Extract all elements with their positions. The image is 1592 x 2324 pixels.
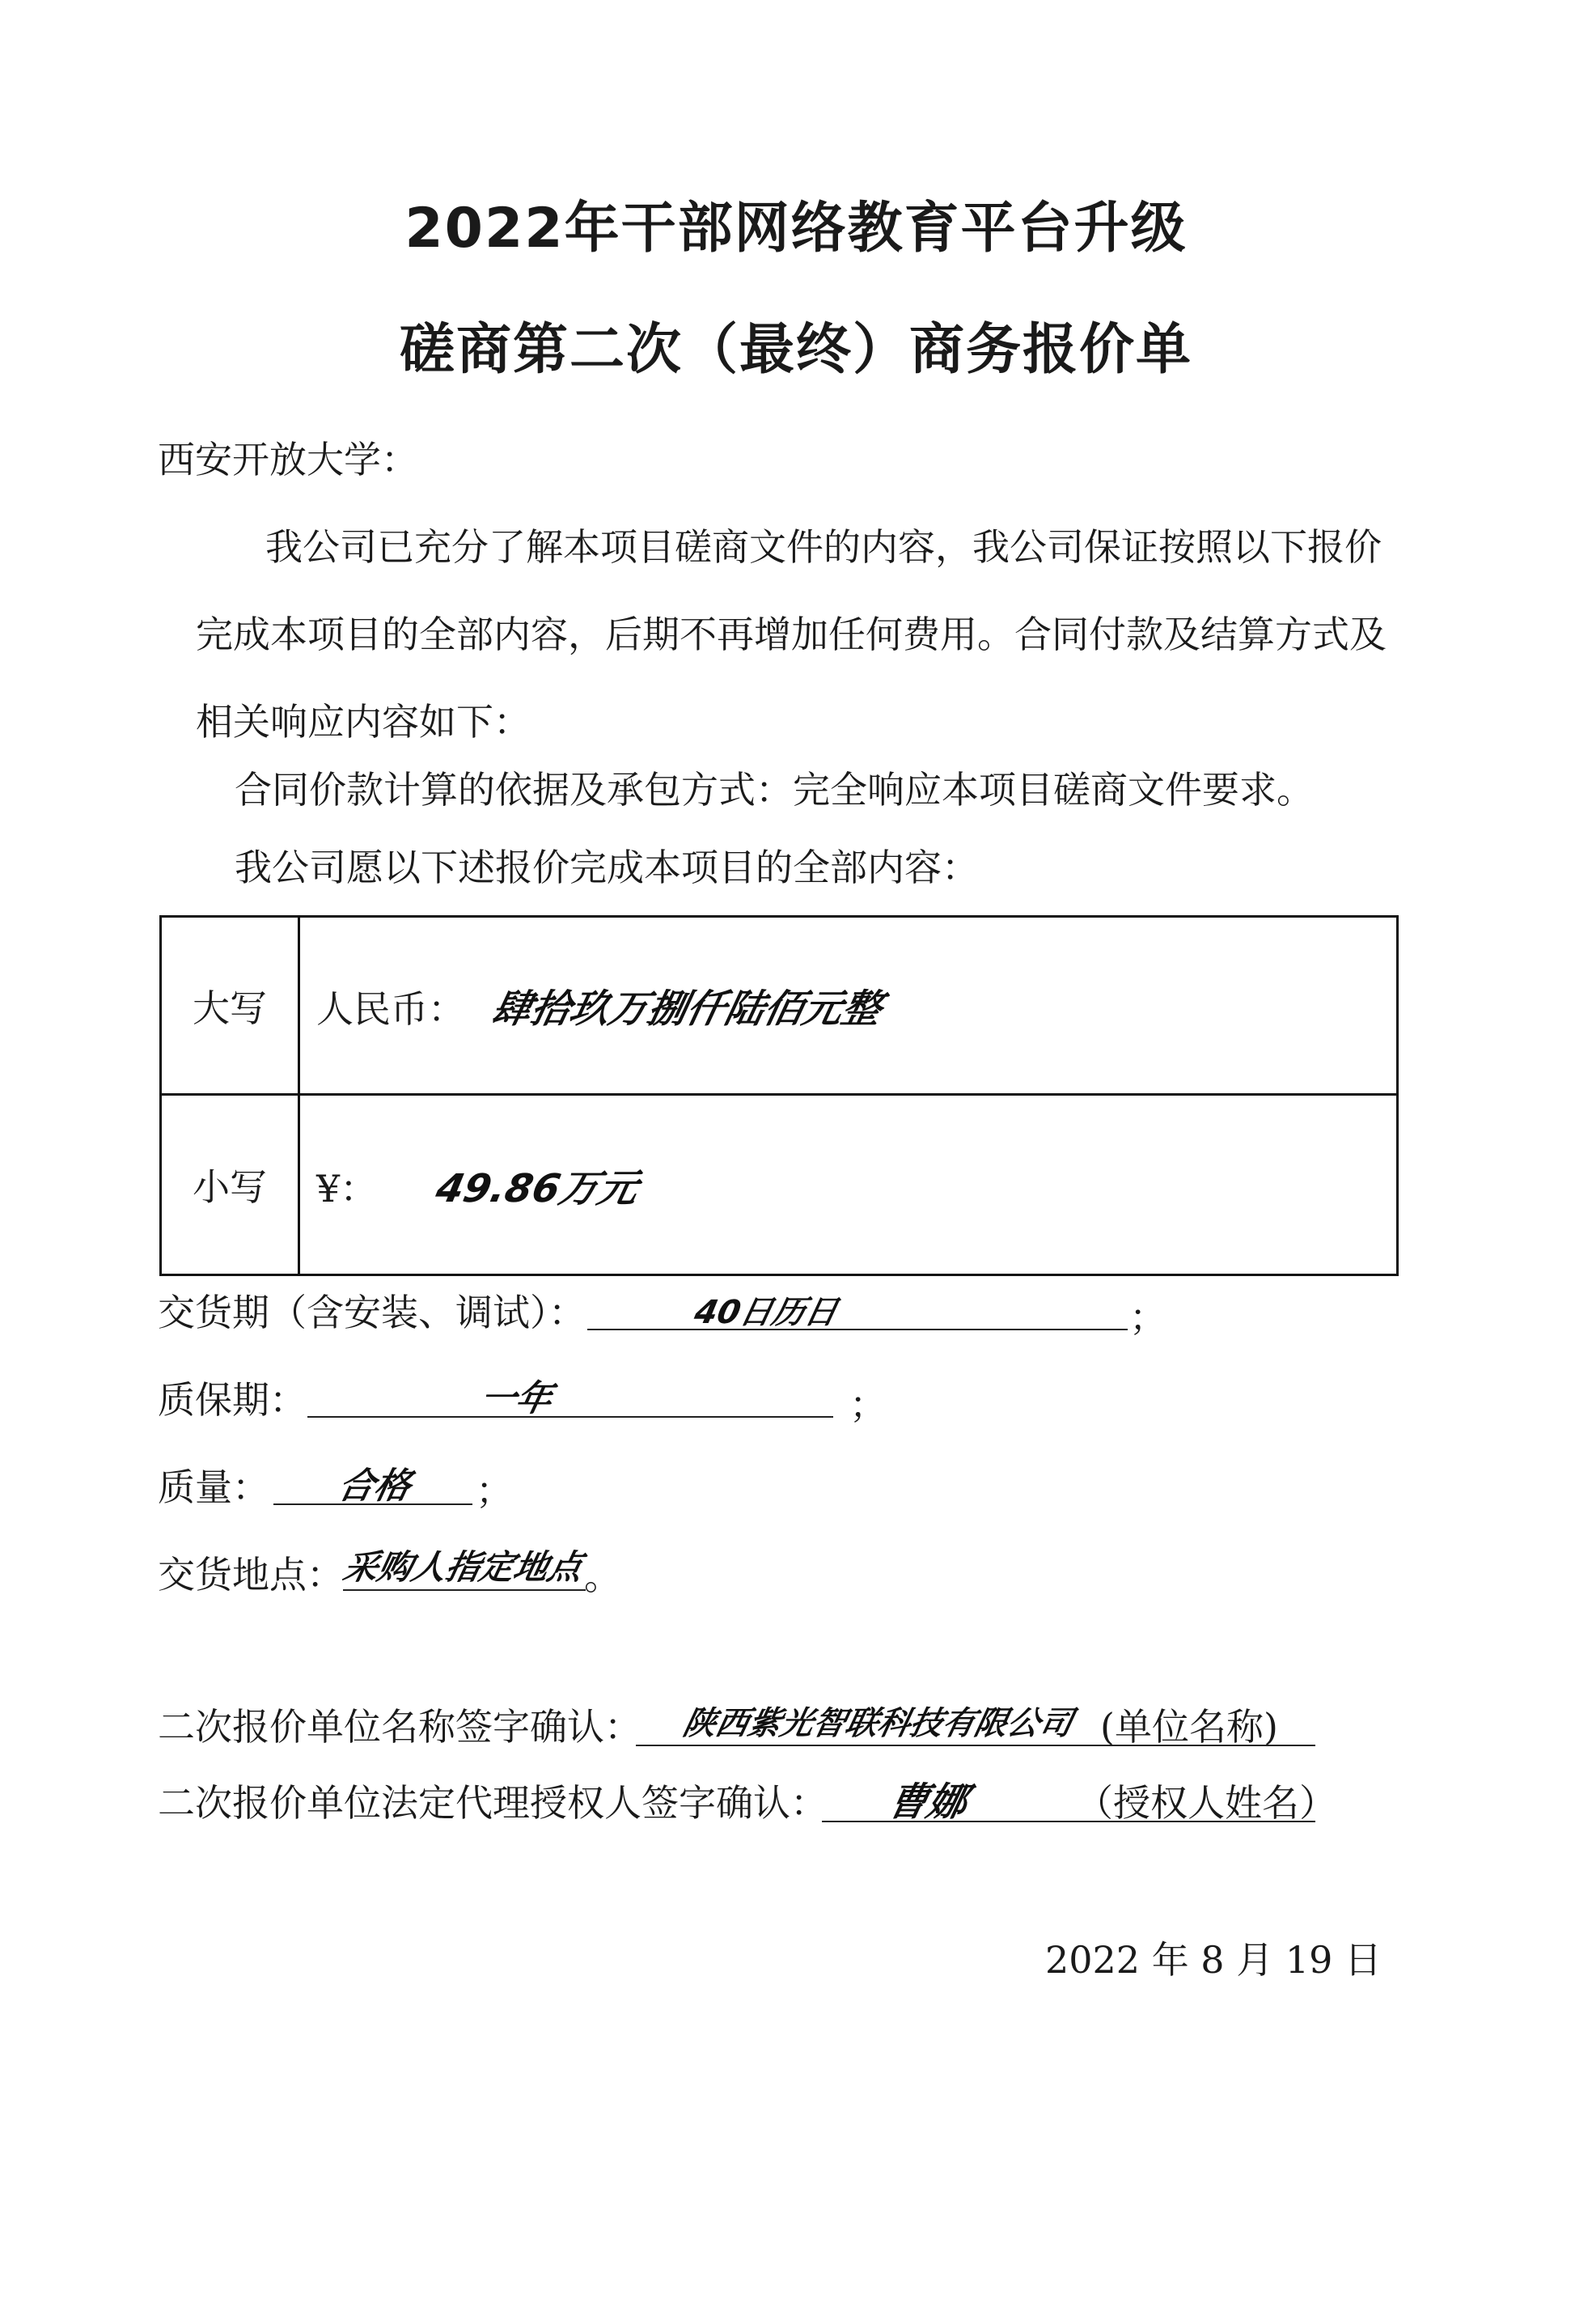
- delivery-period-end: ；: [1129, 1296, 1166, 1339]
- lower-case-cell: [299, 1095, 1398, 1275]
- company-signature-value: 陕西紫光智联科技有限公司: [680, 1705, 1077, 1742]
- lower-case-prefix: ¥：: [316, 1166, 378, 1211]
- lower-case-label: 小写: [161, 1095, 299, 1275]
- delivery-period-label: 交货期（含安装、调试）：: [158, 1291, 586, 1334]
- warranty-end: ；: [849, 1383, 887, 1427]
- delivery-location-label: 交货地点：: [158, 1553, 344, 1597]
- delivery-period-value: 40日历日: [691, 1294, 841, 1331]
- quality-label: 质量：: [158, 1465, 269, 1509]
- paragraph-1-line-3: 相关响应内容如下：: [196, 700, 531, 744]
- paragraph-2: 合同价款计算的依据及承包方式：完全响应本项目磋商文件要求。: [235, 768, 1314, 812]
- addressee: 西安开放大学：: [158, 438, 418, 481]
- representative-signature-value: 曹娜: [884, 1779, 972, 1825]
- upper-case-label: 大写: [161, 917, 299, 1095]
- quality-value: 合格: [334, 1465, 415, 1507]
- quality-end: ；: [476, 1469, 513, 1512]
- representative-signature-label: 二次报价单位法定代理授权人签字确认：: [158, 1781, 828, 1825]
- upper-case-prefix: 人民币：: [316, 987, 465, 1031]
- price-row-upper: [161, 917, 1398, 1095]
- paragraph-3: 我公司愿以下述报价完成本项目的全部内容：: [235, 846, 979, 889]
- warranty-underline: [307, 1416, 833, 1418]
- delivery-location-value: 采购人指定地点: [340, 1547, 586, 1587]
- warranty-label: 质保期：: [158, 1378, 307, 1422]
- upper-case-amount: 肆拾玖万捌仟陆佰元整: [487, 986, 886, 1032]
- company-name-suffix: (单位名称): [1100, 1705, 1278, 1749]
- document-date: 2022 年 8 月 19 日: [1045, 1938, 1382, 1982]
- paragraph-1-line-2: 完成本项目的全部内容，后期不再增加任何费用。合同付款及结算方式及: [196, 613, 1387, 656]
- document-title-line-1: 2022年干部网络教育平台升级: [404, 197, 1188, 261]
- price-table: [159, 915, 1399, 1276]
- delivery-location-underline: [343, 1589, 586, 1591]
- document-title-line-2: 磋商第二次（最终）商务报价单: [399, 318, 1192, 382]
- upper-case-cell: [299, 917, 1398, 1095]
- warranty-value: 一年: [476, 1378, 557, 1419]
- representative-name-suffix: （授权人姓名）: [1076, 1781, 1336, 1825]
- delivery-location-end: 。: [584, 1554, 621, 1598]
- price-row-lower: [161, 1095, 1398, 1275]
- company-signature-label: 二次报价单位名称签字确认：: [158, 1705, 641, 1749]
- lower-case-amount: 49.86万元: [431, 1165, 642, 1211]
- delivery-period-underline: [587, 1329, 1128, 1330]
- paragraph-1-line-1: 我公司已充分了解本项目磋商文件的内容，我公司保证按照以下报价: [265, 525, 1382, 569]
